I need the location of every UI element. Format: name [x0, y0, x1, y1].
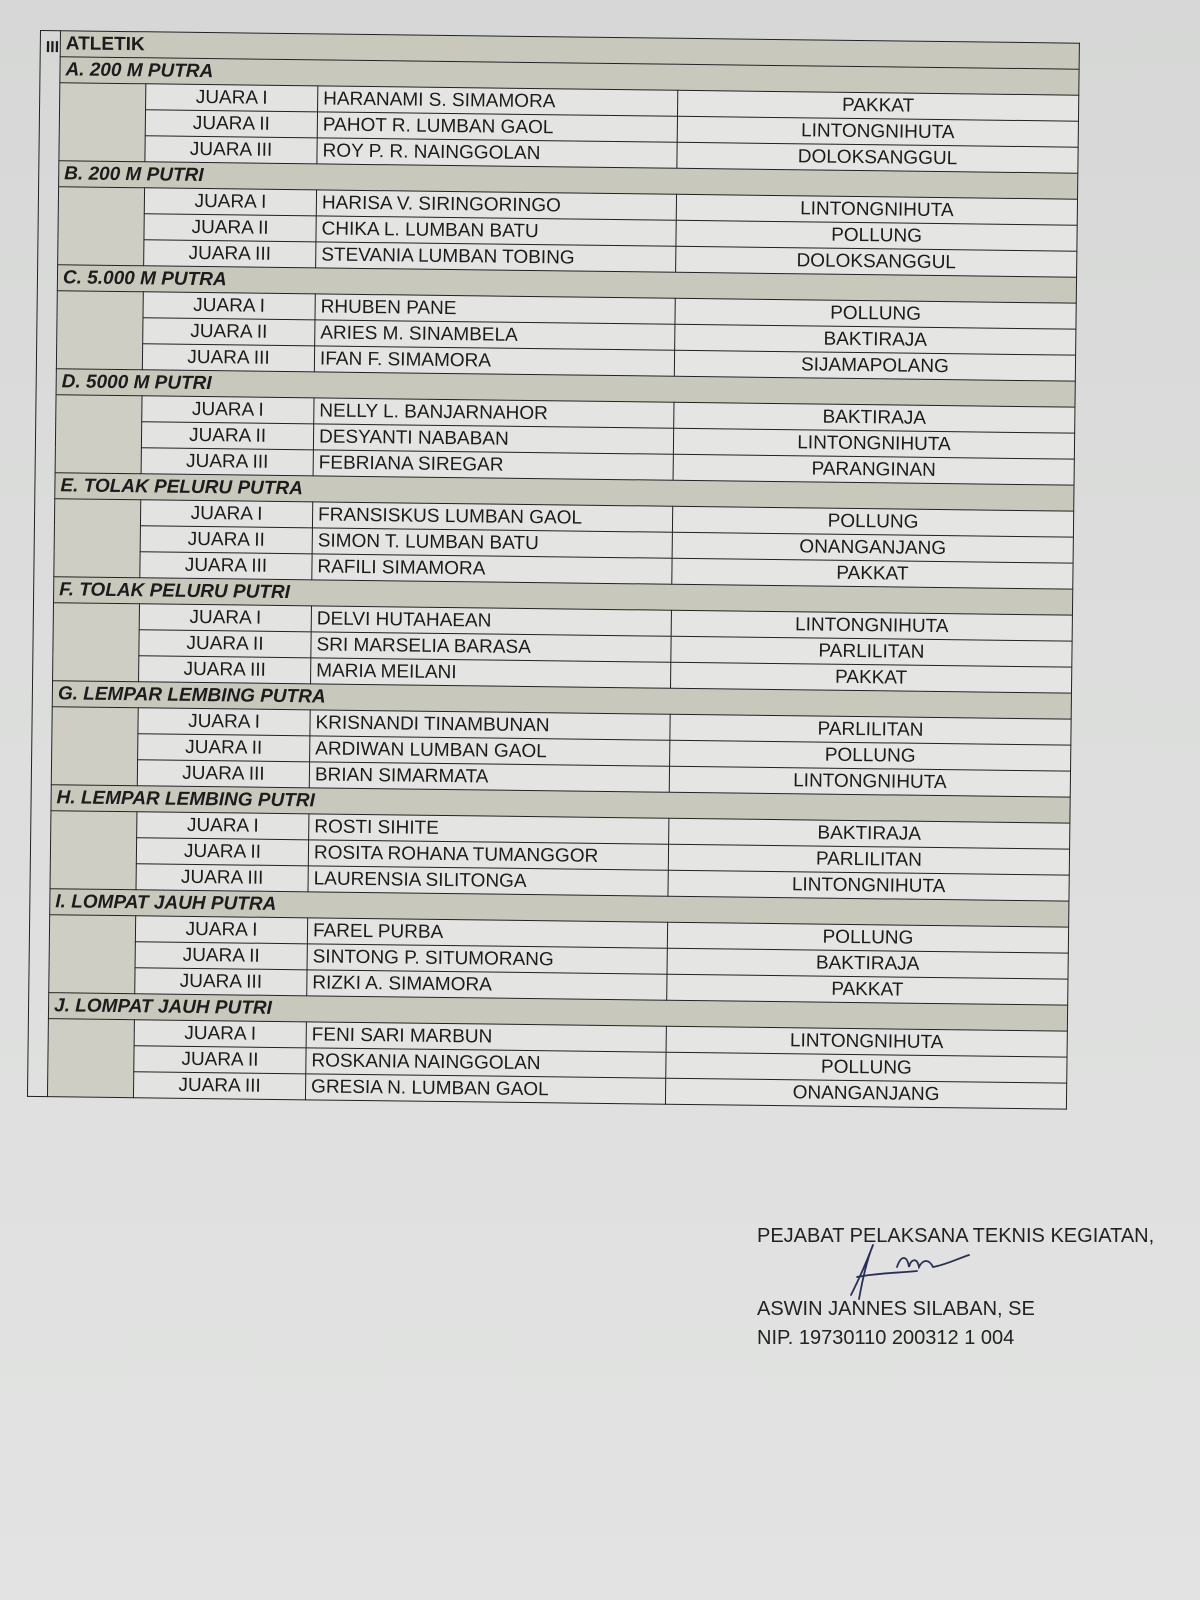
blank-cell — [51, 707, 138, 786]
signatory-position: PEJABAT PELAKSANA TEKNIS KEGIATAN, — [757, 1225, 1155, 1247]
district-cell: PARLILITAN — [668, 844, 1069, 875]
rank-cell: JUARA I — [139, 604, 311, 632]
event-title: F. TOLAK PELURU PUTRI — [54, 577, 1073, 615]
athlete-name-cell: STEVANIA LUMBAN TOBING — [316, 242, 676, 272]
athlete-name-cell: ARDIWAN LUMBAN GAOL — [310, 736, 670, 766]
section-number: III — [27, 31, 60, 1097]
athlete-name-cell: FENI SARI MARBUN — [306, 1022, 666, 1052]
district-cell: LINTONGNIHUTA — [666, 1026, 1067, 1057]
athlete-name-cell: SINTONG P. SITUMORANG — [307, 944, 667, 974]
athlete-name-cell: PAHOT R. LUMBAN GAOL — [317, 112, 677, 142]
district-cell: ONANGANJANG — [665, 1078, 1066, 1109]
rank-cell: JUARA II — [135, 942, 307, 970]
athlete-name-cell: ROSKANIA NAINGGOLAN — [306, 1048, 666, 1078]
rank-cell: JUARA I — [146, 84, 318, 112]
rank-cell: JUARA II — [136, 838, 308, 866]
district-cell: BAKTIRAJA — [669, 818, 1070, 849]
rank-cell: JUARA II — [134, 1046, 306, 1074]
event-title: A. 200 M PUTRA — [60, 57, 1079, 95]
handwritten-signature — [757, 1251, 1197, 1295]
district-cell: PARLILITAN — [670, 714, 1071, 745]
event-title: G. LEMPAR LEMBING PUTRA — [52, 681, 1071, 719]
rank-cell: JUARA II — [141, 422, 313, 450]
rank-cell: JUARA III — [136, 864, 308, 892]
rank-cell: JUARA III — [139, 656, 311, 684]
rank-cell: JUARA II — [140, 526, 312, 554]
athlete-name-cell: FRANSISKUS LUMBAN GAOL — [312, 502, 672, 532]
signature-scribble-icon — [837, 1237, 977, 1307]
rank-cell: JUARA III — [141, 448, 313, 476]
rank-cell: JUARA III — [140, 552, 312, 580]
district-cell: BAKTIRAJA — [667, 948, 1068, 979]
blank-cell — [47, 1019, 134, 1098]
event-title: C. 5.000 M PUTRA — [57, 265, 1076, 303]
district-cell: SIJAMAPOLANG — [674, 350, 1075, 381]
event-title: B. 200 M PUTRI — [59, 161, 1078, 199]
district-cell: BAKTIRAJA — [674, 402, 1075, 433]
athlete-name-cell: DESYANTI NABABAN — [313, 424, 673, 454]
district-cell: LINTONGNIHUTA — [673, 428, 1074, 459]
rank-cell: JUARA III — [137, 760, 309, 788]
rank-cell: JUARA III — [145, 136, 317, 164]
rank-cell: JUARA I — [135, 916, 307, 944]
athlete-name-cell: ROSTI SIHITE — [309, 814, 669, 844]
athlete-name-cell: FAREL PURBA — [307, 918, 667, 948]
rank-cell: JUARA II — [145, 110, 317, 138]
athlete-name-cell: RIZKI A. SIMAMORA — [307, 970, 667, 1000]
event-title: I. LOMPAT JAUH PUTRA — [50, 889, 1069, 927]
athlete-name-cell: IFAN F. SIMAMORA — [314, 346, 674, 376]
rank-cell: JUARA II — [139, 630, 311, 658]
athlete-name-cell: BRIAN SIMARMATA — [309, 762, 669, 792]
district-cell: POLLUNG — [676, 220, 1077, 251]
athlete-name-cell: RHUBEN PANE — [315, 294, 675, 324]
rank-cell: JUARA II — [143, 318, 315, 346]
district-cell: ONANGANJANG — [672, 532, 1073, 563]
results-table — [27, 30, 1080, 1110]
athlete-name-cell: SIMON T. LUMBAN BATU — [312, 528, 672, 558]
athlete-name-cell: MARIA MEILANI — [311, 658, 671, 688]
results-sheet — [27, 30, 1080, 1110]
blank-cell — [59, 83, 146, 162]
district-cell: PAKKAT — [677, 90, 1078, 121]
rank-cell: JUARA I — [138, 708, 310, 736]
rank-cell: JUARA I — [134, 1020, 306, 1048]
district-cell: LINTONGNIHUTA — [677, 116, 1078, 147]
district-cell: LINTONGNIHUTA — [676, 194, 1077, 225]
athlete-name-cell: LAURENSIA SILITONGA — [308, 866, 668, 896]
district-cell: POLLUNG — [667, 922, 1068, 953]
blank-cell — [56, 291, 143, 370]
rank-cell: JUARA I — [140, 500, 312, 528]
signatory-name: ASWIN JANNES SILABAN, SE — [757, 1298, 1035, 1320]
district-cell: BAKTIRAJA — [675, 324, 1076, 355]
district-cell: LINTONGNIHUTA — [669, 766, 1070, 797]
blank-cell — [50, 811, 137, 890]
athlete-name-cell: ROY P. R. NAINGGOLAN — [317, 138, 677, 168]
athlete-name-cell: HARANAMI S. SIMAMORA — [318, 86, 678, 116]
athlete-name-cell: ARIES M. SINAMBELA — [315, 320, 675, 350]
district-cell: PARLILITAN — [671, 636, 1072, 667]
section-title: ATLETIK — [60, 31, 1079, 69]
rank-cell: JUARA III — [142, 344, 314, 372]
blank-cell — [55, 395, 142, 474]
athlete-name-cell: NELLY L. BANJARNAHOR — [314, 398, 674, 428]
event-title: E. TOLAK PELURU PUTRA — [55, 473, 1074, 511]
rank-cell: JUARA I — [142, 396, 314, 424]
district-cell: POLLUNG — [666, 1052, 1067, 1083]
signature-block — [757, 1222, 1197, 1353]
athlete-name-cell: DELVI HUTAHAEAN — [311, 606, 671, 636]
event-title: H. LEMPAR LEMBING PUTRI — [51, 785, 1070, 823]
athlete-name-cell: GRESIA N. LUMBAN GAOL — [305, 1074, 665, 1104]
district-cell: LINTONGNIHUTA — [671, 610, 1072, 641]
blank-cell — [58, 187, 145, 266]
district-cell: POLLUNG — [672, 506, 1073, 537]
rank-cell: JUARA I — [144, 188, 316, 216]
blank-cell — [53, 603, 140, 682]
district-cell: PAKKAT — [672, 558, 1073, 589]
district-cell: DOLOKSANGGUL — [676, 246, 1077, 277]
athlete-name-cell: ROSITA ROHANA TUMANGGOR — [308, 840, 668, 870]
athlete-name-cell: CHIKA L. LUMBAN BATU — [316, 216, 676, 246]
district-cell: PAKKAT — [667, 974, 1068, 1005]
athlete-name-cell: RAFILI SIMAMORA — [312, 554, 672, 584]
rank-cell: JUARA II — [138, 734, 310, 762]
district-cell: LINTONGNIHUTA — [668, 870, 1069, 901]
district-cell: DOLOKSANGGUL — [677, 142, 1078, 173]
blank-cell — [54, 499, 141, 578]
rank-cell: JUARA II — [144, 214, 316, 242]
athlete-name-cell: FEBRIANA SIREGAR — [313, 450, 673, 480]
event-title: D. 5000 M PUTRI — [56, 369, 1075, 407]
athlete-name-cell: KRISNANDI TINAMBUNAN — [310, 710, 670, 740]
district-cell: PAKKAT — [671, 662, 1072, 693]
rank-cell: JUARA III — [135, 968, 307, 996]
athlete-name-cell: HARISA V. SIRINGORINGO — [316, 190, 676, 220]
district-cell: POLLUNG — [670, 740, 1071, 771]
rank-cell: JUARA III — [144, 240, 316, 268]
rank-cell: JUARA I — [137, 812, 309, 840]
district-cell: PARANGINAN — [673, 454, 1074, 485]
athlete-name-cell: SRI MARSELIA BARASA — [311, 632, 671, 662]
event-title: J. LOMPAT JAUH PUTRI — [48, 993, 1067, 1031]
rank-cell: JUARA III — [133, 1072, 305, 1100]
blank-cell — [49, 915, 136, 994]
rank-cell: JUARA I — [143, 292, 315, 320]
signatory-nip: NIP. 19730110 200312 1 004 — [757, 1327, 1015, 1349]
district-cell: POLLUNG — [675, 298, 1076, 329]
